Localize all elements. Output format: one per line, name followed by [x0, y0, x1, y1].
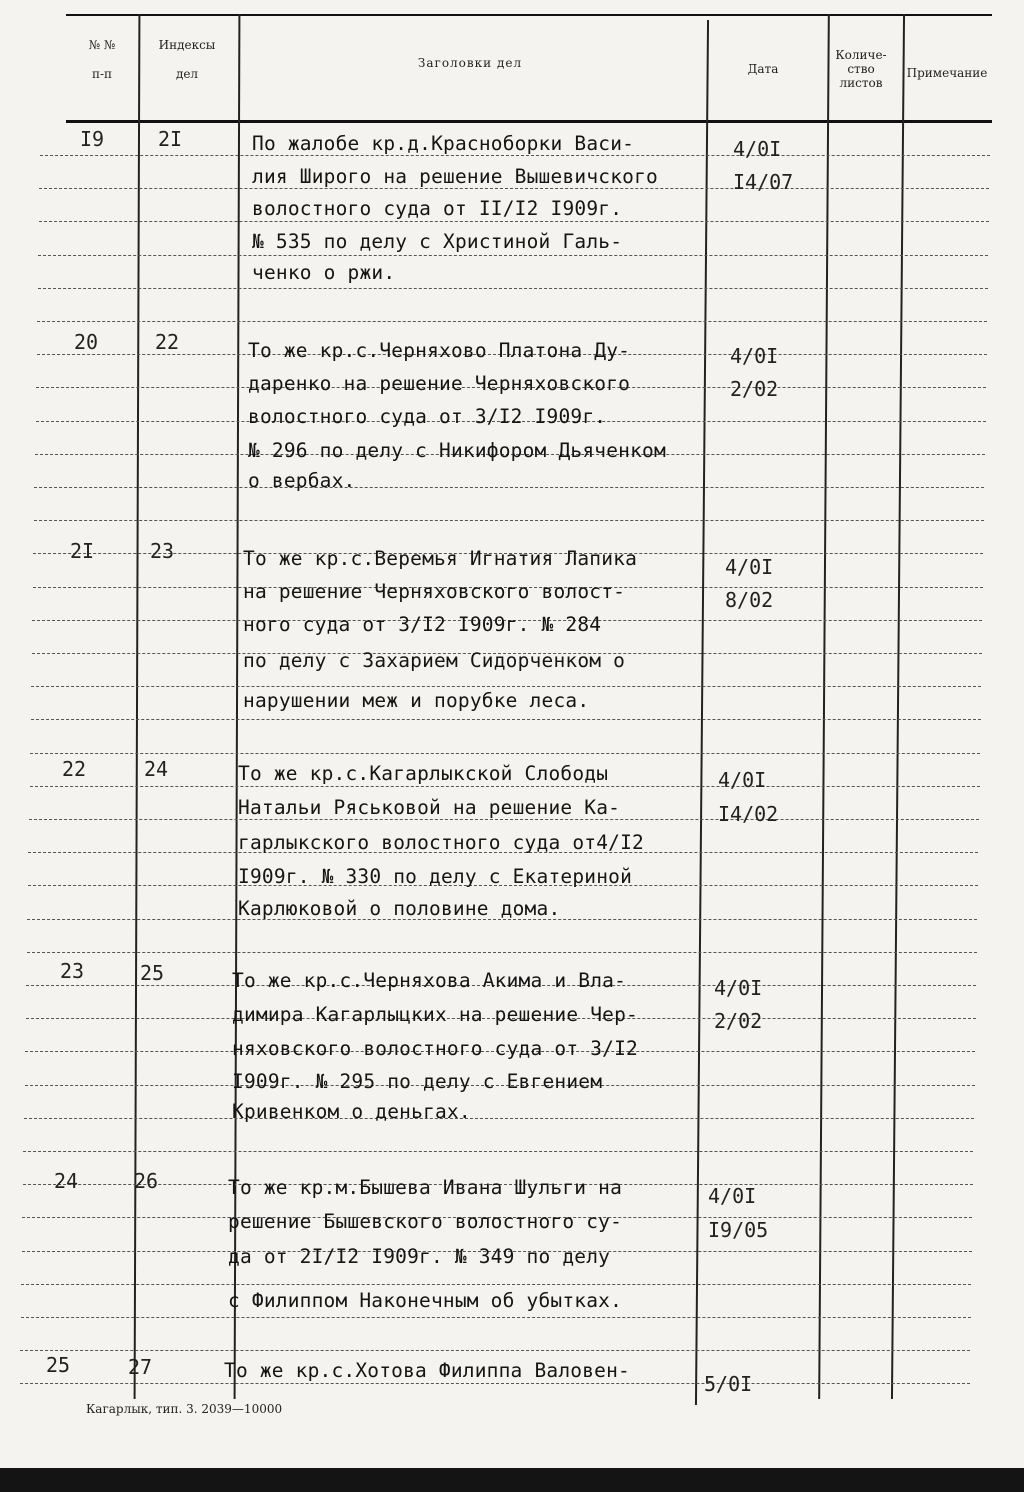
ruled-line: [34, 520, 984, 521]
record-date-to: 2/02: [714, 1009, 763, 1033]
record-title-line: № 296 по делу с Никифором Дьяченком: [248, 439, 666, 462]
record-title-line: Натальи Ряськовой на решение Ка-: [238, 796, 621, 819]
record-index: 25: [140, 961, 165, 985]
ruled-line: [31, 719, 981, 720]
record-title-line: То же кр.с.Черняхово Платона Ду-: [248, 339, 631, 362]
record-title-line: на решение Черняховского волост-: [243, 580, 626, 603]
record-title-line: По жалобе кр.д.Красноборки Васи-: [252, 132, 635, 155]
ruled-line: [39, 221, 989, 222]
record-index: 2I: [158, 127, 183, 151]
record-title-line: да от 2I/I2 I909г. № 349 по делу: [228, 1245, 611, 1268]
record-title-line: То же кр.с.Кагарлыкской Слободы: [238, 762, 609, 785]
record-number: 24: [54, 1169, 79, 1193]
record-date-to: I4/02: [718, 802, 779, 826]
record-number: I9: [80, 127, 105, 151]
ruled-line: [23, 1151, 973, 1152]
record-title-line: I909г. № 295 по делу с Евгением: [232, 1070, 603, 1093]
record-title-line: няховского волостного суда от 3/I2: [232, 1037, 638, 1060]
ruled-line: [38, 288, 988, 289]
ruled-line: [30, 786, 980, 787]
header-notes: Примечание: [906, 66, 988, 80]
header-bottom-border: [66, 120, 992, 123]
ruled-line: [34, 487, 984, 488]
ruled-line: [21, 1317, 971, 1318]
header-date: Дата: [747, 62, 779, 76]
ruled-line: [20, 1350, 970, 1351]
record-date-from: 4/0I: [725, 555, 774, 579]
record-title-line: по делу с Захарием Сидорченком о: [243, 649, 626, 672]
header-titles: Заголовки дел: [417, 56, 523, 70]
record-number: 2I: [70, 539, 95, 563]
header-number-line1: № №: [88, 38, 116, 52]
record-number: 22: [62, 757, 87, 781]
record-title-line: волостного суда от II/I2 I909г.: [252, 197, 623, 220]
record-index: 27: [128, 1355, 153, 1379]
ruled-line: [40, 155, 990, 156]
header-number-line2: п-п: [91, 67, 113, 81]
ruled-line: [29, 819, 979, 820]
record-title-line: Кривенком о деньгах.: [232, 1100, 471, 1123]
record-date-from: 4/0I: [730, 344, 779, 368]
header-sheets-line3: листов: [839, 76, 883, 90]
record-title-line: решение Бышевского волостного су-: [228, 1210, 623, 1233]
header-index-line1: Индексы: [158, 38, 216, 52]
record-title-line: нарушении меж и порубке леса.: [243, 689, 590, 712]
record-date-to: 2/02: [730, 377, 779, 401]
record-date-to: I9/05: [708, 1218, 769, 1242]
record-number: 25: [46, 1353, 71, 1377]
record-index: 24: [144, 757, 169, 781]
record-title-line: То же кр.с.Веремья Игнатия Лапика: [243, 547, 638, 570]
record-title-line: То же кр.м.Бышева Ивана Шульги на: [228, 1176, 623, 1199]
ruled-line: [39, 188, 989, 189]
record-title-line: № 535 по делу с Христиной Галь-: [252, 230, 623, 253]
record-title-line: гарлыкского волостного суда от4/I2: [238, 831, 644, 854]
record-title-line: даренко на решение Черняховского: [248, 372, 631, 395]
header-top-border: [66, 14, 992, 16]
column-divider-3: [695, 20, 709, 1405]
ruled-line: [38, 255, 988, 256]
header-sheets-line1: Количе-: [835, 48, 887, 62]
record-number: 20: [74, 330, 99, 354]
record-index: 22: [155, 330, 180, 354]
record-title-line: лия Широго на решение Вышевичского: [252, 165, 658, 188]
record-title-line: с Филиппом Наконечным об убытках.: [228, 1289, 623, 1312]
record-title-line: ного суда от 3/I2 I909г. № 284: [243, 613, 602, 636]
scan-bottom-shadow: [0, 1468, 1024, 1492]
record-date-to: 8/02: [725, 588, 774, 612]
record-title-line: То же кр.с.Черняхова Акима и Вла-: [232, 969, 627, 992]
record-date-from: 4/0I: [714, 976, 763, 1000]
record-title-line: волостного суда от 3/I2 I909г.: [248, 405, 607, 428]
ruled-line: [30, 753, 980, 754]
header-index-line2: дел: [175, 67, 199, 81]
header-sheets-line2: ство: [847, 62, 875, 76]
ruled-line: [24, 1118, 974, 1119]
ruled-line: [20, 1383, 970, 1384]
record-index: 26: [134, 1169, 159, 1193]
record-title-line: ченко о ржи.: [252, 261, 396, 284]
record-date-to: I4/07: [733, 170, 794, 194]
record-date-from: 4/0I: [708, 1184, 757, 1208]
record-index: 23: [150, 539, 175, 563]
header-number: [70, 38, 134, 82]
ruled-line: [31, 686, 981, 687]
header-index: [140, 38, 234, 82]
ruled-line: [27, 952, 977, 953]
record-title-line: То же кр.с.Хотова Филиппа Валовен-: [224, 1359, 630, 1382]
record-title-line: I909г. № 330 по делу с Екатериной: [238, 865, 633, 888]
ruled-line: [37, 321, 987, 322]
record-date-from: 4/0I: [718, 768, 767, 792]
record-title-line: димира Кагарлыцких на решение Чер-: [232, 1003, 638, 1026]
record-number: 23: [60, 959, 85, 983]
record-date-from: 4/0I: [733, 137, 782, 161]
record-title-line: Карлюковой о половине дома.: [238, 897, 561, 920]
record-title-line: о вербах.: [248, 469, 356, 492]
ruled-line: [21, 1284, 971, 1285]
header-sheets: [826, 48, 896, 90]
record-date-from: 5/0I: [704, 1372, 753, 1396]
printer-imprint: Кагарлык, тип. 3. 2039—10000: [86, 1402, 283, 1416]
